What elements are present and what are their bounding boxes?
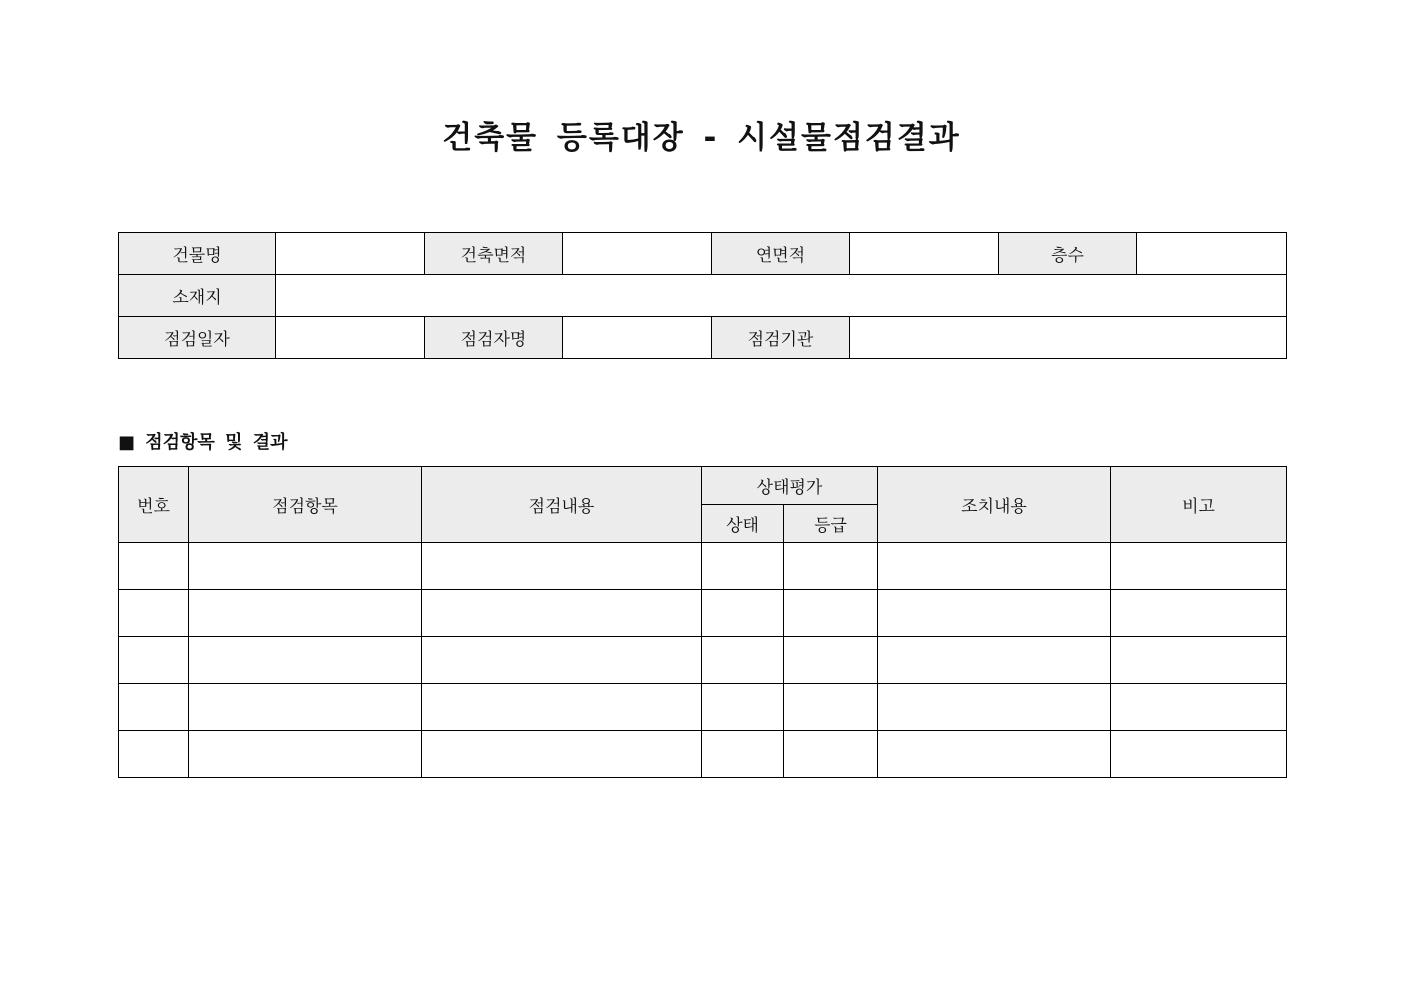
- inspection-date-label: 점검일자: [119, 317, 276, 359]
- item-cell[interactable]: [189, 637, 422, 684]
- building-area-field[interactable]: [563, 233, 712, 275]
- action-cell[interactable]: [878, 684, 1111, 731]
- info-row-building: [119, 233, 1287, 275]
- status-cell[interactable]: [702, 590, 784, 637]
- number-cell[interactable]: [119, 684, 189, 731]
- grade-cell[interactable]: [784, 637, 878, 684]
- floors-field[interactable]: [1137, 233, 1287, 275]
- building-area-label: 건축면적: [425, 233, 563, 275]
- info-row-address: [119, 275, 1287, 317]
- item-cell[interactable]: [189, 731, 422, 778]
- note-cell[interactable]: [1111, 731, 1287, 778]
- building-name-field[interactable]: [276, 233, 425, 275]
- status-cell[interactable]: [702, 731, 784, 778]
- number-cell[interactable]: [119, 637, 189, 684]
- grade-cell[interactable]: [784, 731, 878, 778]
- number-cell[interactable]: [119, 590, 189, 637]
- content-cell[interactable]: [422, 731, 702, 778]
- content-cell[interactable]: [422, 684, 702, 731]
- item-cell[interactable]: [189, 590, 422, 637]
- header-status: 상태: [702, 505, 784, 543]
- action-cell[interactable]: [878, 731, 1111, 778]
- floors-label: 층수: [999, 233, 1137, 275]
- content-cell[interactable]: [422, 590, 702, 637]
- action-cell[interactable]: [878, 637, 1111, 684]
- address-label: 소재지: [119, 275, 276, 317]
- building-name-label: 건물명: [119, 233, 276, 275]
- page-title: 건축물 등록대장 - 시설물점검결과: [442, 120, 961, 156]
- content-cell[interactable]: [422, 637, 702, 684]
- number-cell[interactable]: [119, 731, 189, 778]
- note-cell[interactable]: [1111, 543, 1287, 590]
- header-row: [119, 467, 1287, 505]
- inspection-results-table: [118, 466, 1287, 778]
- total-floor-area-field[interactable]: [850, 233, 999, 275]
- grade-cell[interactable]: [784, 590, 878, 637]
- info-row-inspection: [119, 317, 1287, 359]
- section-title: ■ 점검항목 및 결과: [118, 432, 288, 453]
- total-floor-area-label: 연면적: [712, 233, 850, 275]
- table-row: [119, 731, 1287, 778]
- item-cell[interactable]: [189, 543, 422, 590]
- header-note: 비고: [1111, 467, 1287, 543]
- header-number: 번호: [119, 467, 189, 543]
- table-row: [119, 637, 1287, 684]
- header-evaluation: 상태평가: [702, 467, 878, 505]
- header-grade: 등급: [784, 505, 878, 543]
- note-cell[interactable]: [1111, 684, 1287, 731]
- status-cell[interactable]: [702, 637, 784, 684]
- grade-cell[interactable]: [784, 543, 878, 590]
- table-row: [119, 543, 1287, 590]
- status-cell[interactable]: [702, 543, 784, 590]
- note-cell[interactable]: [1111, 637, 1287, 684]
- building-info-table: [118, 232, 1287, 359]
- action-cell[interactable]: [878, 590, 1111, 637]
- inspector-label: 점검자명: [425, 317, 563, 359]
- header-item: 점검항목: [189, 467, 422, 543]
- agency-label: 점검기관: [712, 317, 850, 359]
- inspector-field[interactable]: [563, 317, 712, 359]
- grade-cell[interactable]: [784, 684, 878, 731]
- content-cell[interactable]: [422, 543, 702, 590]
- inspection-date-field[interactable]: [276, 317, 425, 359]
- note-cell[interactable]: [1111, 590, 1287, 637]
- table-row: [119, 590, 1287, 637]
- table-row: [119, 684, 1287, 731]
- number-cell[interactable]: [119, 543, 189, 590]
- header-action: 조치내용: [878, 467, 1111, 543]
- action-cell[interactable]: [878, 543, 1111, 590]
- item-cell[interactable]: [189, 684, 422, 731]
- status-cell[interactable]: [702, 684, 784, 731]
- address-field[interactable]: [276, 275, 1287, 317]
- header-content: 점검내용: [422, 467, 702, 543]
- agency-field[interactable]: [850, 317, 1287, 359]
